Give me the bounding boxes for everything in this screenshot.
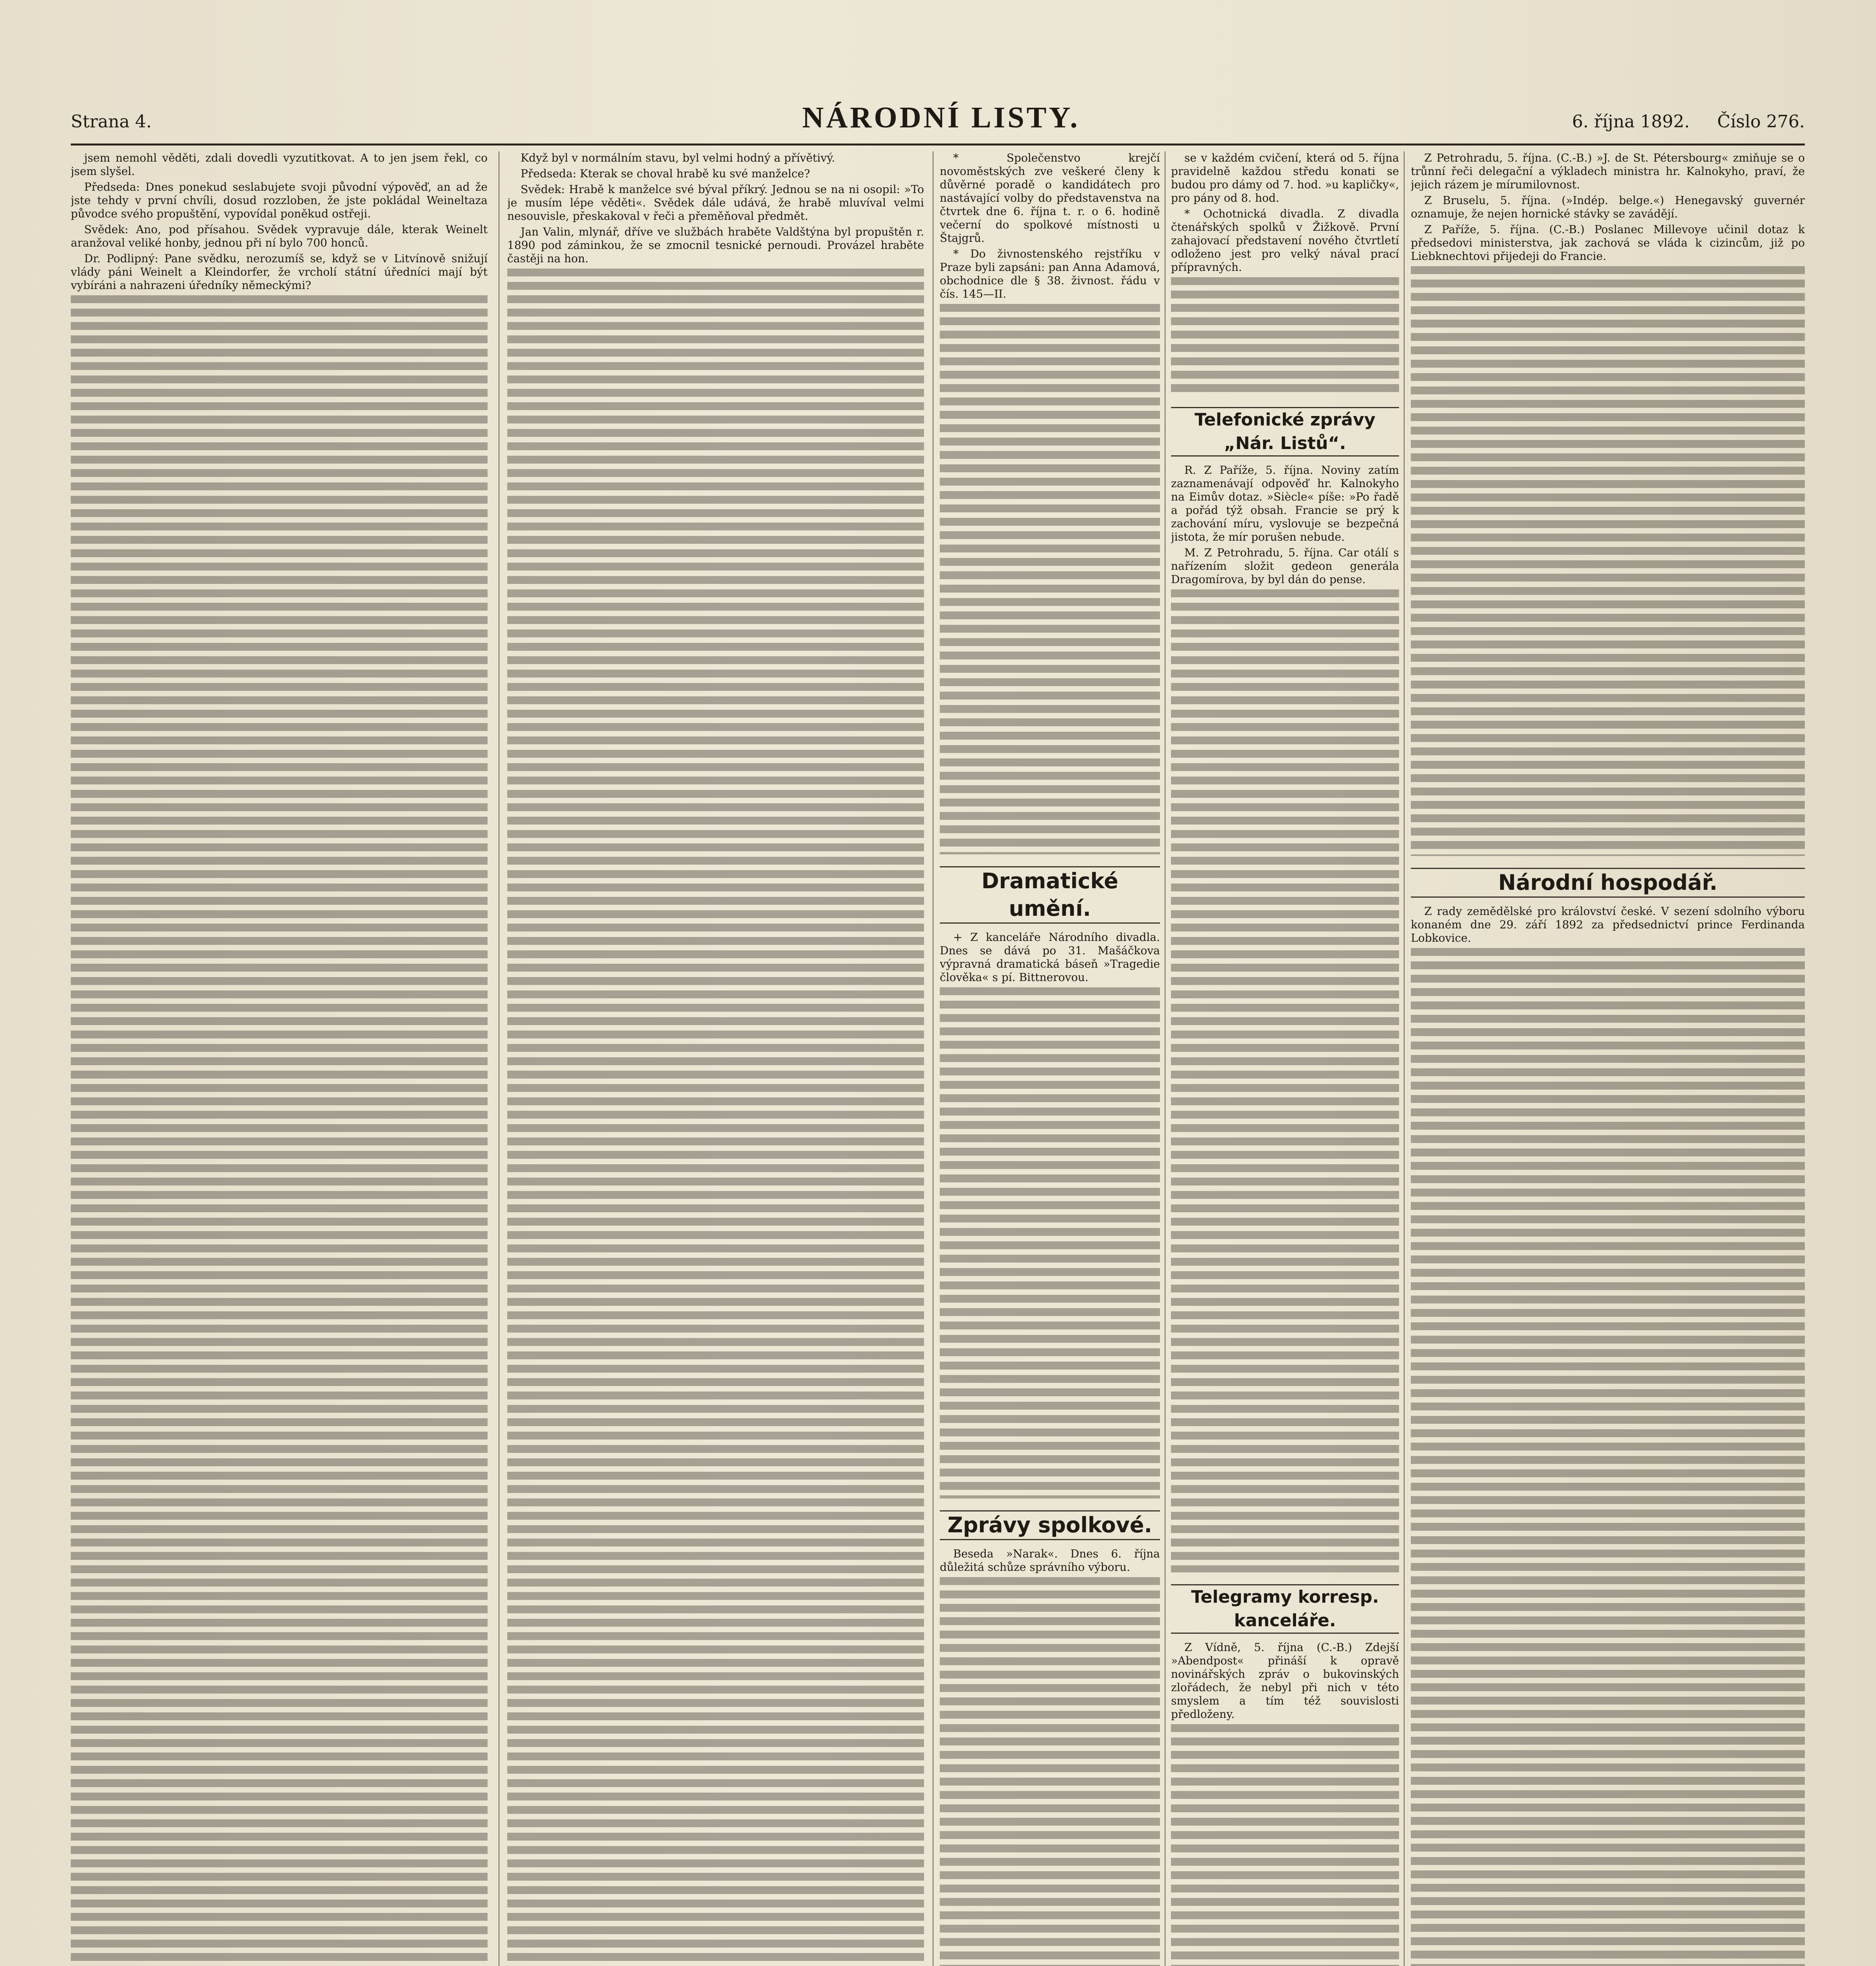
column-2	[507, 151, 924, 1966]
paragraph: R. Z Paříže, 5. října. Noviny zatím zaznamenávají odpověď hr. Kalnokyho na Eimův dotaz. »Siècle« píše: »Po řadě a pořád týž obsah. Francie se prý k zachování míru, vyslovuje se bezpečná jistota, že mír porušen nebude.	[1171, 464, 1399, 543]
body-text-block	[1171, 589, 1399, 1572]
section-heading-zpravy-spolkove: Zprávy spolkové.	[940, 1510, 1160, 1540]
paragraph: * Ochotnická divadla. Z divadla čtenářských spolků v Žižkově. První zahajovací představení nového čtvrtletí odloženo jest pro velký nával prací přípravných.	[1171, 207, 1399, 274]
paragraph: + Z kanceláře Národního divadla. Dnes se dává po 31. Mašáčkova výpravná dramatická báseň »Tragedie člověka« s pí. Bittnerovou.	[940, 931, 1160, 984]
paragraph: jsem nemohl věděti, zdali dovedli vyzutitkovat. A to jen jsem řekl, co jsem slyšel.	[71, 151, 488, 178]
paragraph: Z Paříže, 5. října. (C.-B.) Poslanec Millevoye učinil dotaz k předsedovi ministerstva, jak zachová se vláda k cizincům, již po Liebknechtovi přijedeji do Francie.	[1411, 223, 1805, 263]
body-text-block	[1171, 277, 1399, 395]
paragraph: Z Bruselu, 5. října. (»Indép. belge.«) Henegavský guvernér oznamuje, že nejen hornické stávky se zavádějí.	[1411, 194, 1805, 220]
page-number: Strana 4.	[71, 112, 152, 132]
paragraph: Z Petrohradu, 5. října. (C.-B.) »J. de St. Pétersbourg« zmiňuje se o trůnní řeči delegační a výkladech ministra hr. Kalnokyho, praví, že jejich rázem je mírumilovnost.	[1411, 151, 1805, 191]
paragraph: Jan Valin, mlynář, dříve ve službách hraběte Valdštýna byl propuštěn r. 1890 pod záminkou, že se zmocnil tesnické pernoudi. Provázel hraběte častěji na hon.	[507, 225, 924, 265]
issue-date: 6. října 1892.	[1572, 112, 1690, 132]
body-text-block	[940, 304, 1160, 854]
body-text-block	[1411, 948, 1805, 1966]
body-text-block	[507, 269, 924, 1966]
body-text-block	[1171, 1724, 1399, 1966]
column-5	[1411, 151, 1805, 1966]
paragraph: M. Z Petrohradu, 5. října. Car otálí s nařízením složit gedeon generála Dragomírova, by byl dán do pense.	[1171, 546, 1399, 586]
section-heading-telefonicke-zpravy: Telefonické zprávy „Nár. Listů“.	[1171, 407, 1399, 457]
column-4	[1171, 151, 1399, 1966]
paragraph: se v každém cvičení, která od 5. října pravidelně každou středu konati se budou pro dámy od 7. hod. »u kapličky«, pro pány od 8. hod.	[1171, 151, 1399, 204]
paragraph: Když byl v normálním stavu, byl velmi hodný a přívětivý.	[521, 151, 835, 164]
paragraph: * Do živnostenského rejstříku v Praze byli zapsáni: pan Anna Adamová, obchodnice dle § 38. živnost. řádu v čís. 145—II.	[940, 247, 1160, 300]
paragraph: Předseda: Kterak se choval hrabě ku své manželce?	[521, 167, 810, 180]
body-text-block	[1411, 266, 1805, 856]
date-issue	[1572, 112, 1805, 132]
issue-number: Číslo 276.	[1717, 112, 1805, 132]
paragraph: Z rady zemědělské pro království české. V sezení sdolního výboru konaném dne 29. září 1892 za předsednictví prince Ferdinanda Lobkovice.	[1411, 905, 1805, 944]
header-rule	[71, 144, 1805, 145]
paragraph: * Společenstvo krejčí novoměstských zve veškeré členy k důvěrné poradě o kandidátech pro nastávající volby do představenstva na čtvrtek dne 6. října t. r. o 6. hodině večerní do spolkové místnosti u Štajgrů.	[940, 151, 1160, 245]
paragraph: Dr. Podlipný: Pane svědku, nerozumíš se, když se v Litvínově snižují vlády páni Weinelt a Kleindorfer, že vrcholí státní úředníci mají být vybíráni a nahrazeni úředníky německými?	[71, 252, 488, 292]
body-text-block	[940, 1577, 1160, 1966]
masthead-title: NÁRODNÍ LISTY.	[802, 101, 1080, 134]
paragraph: Z Vídně, 5. října (C.-B.) Zdejší »Abendpost« přináší k opravě novinářských zpráv o bukovinských zlořádech, že nebyl při nich v této smyslem a tím též souvislosti předloženy.	[1171, 1641, 1399, 1721]
page-header	[71, 98, 1805, 145]
section-heading-narodni-hospodar: Národní hospodář.	[1411, 868, 1805, 898]
paragraph: Svědek: Ano, pod přísahou. Svědek vypravuje dále, kterak Weinelt aranžoval veliké honby, jednou při ní bylo 700 honců.	[71, 223, 488, 249]
section-heading-dramaticke-umeni: Dramatické umění.	[940, 866, 1160, 924]
section-heading-telegramy: Telegramy korresp. kanceláře.	[1171, 1584, 1399, 1634]
column-divider	[1404, 151, 1405, 1966]
body-text-block	[940, 987, 1160, 1498]
paragraph: Svědek: Hrabě k manželce své býval příkrý. Jednou se na ni osopil: »To je musím lépe věděti«. Svědek dále udává, že hrabě mluvíval velmi nesouvisle, přeskakoval v řeči a přeměňoval předmět.	[507, 183, 924, 223]
paragraph: Předseda: Dnes ponekud seslabujete svoji původní výpověď, an ad že jste tehdy v první chvíli, dosud rozzloben, že jste pokládal Weineltaza původce svého propuštění, vypovídal poněkud ostřeji.	[71, 180, 488, 220]
column-3	[940, 151, 1160, 1966]
body-text-block	[71, 295, 488, 1966]
column-1	[71, 151, 488, 1966]
paragraph: Beseda »Narak«. Dnes 6. října důležitá schůze správního výboru.	[940, 1547, 1160, 1574]
